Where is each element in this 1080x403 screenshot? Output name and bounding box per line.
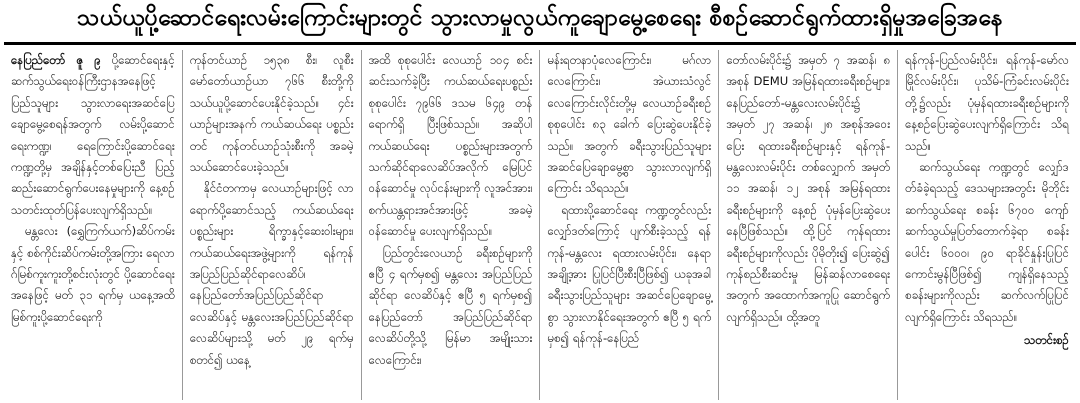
article-columns [4, 50, 1076, 400]
article-column-4 [540, 50, 719, 400]
article-paragraph: မန္တလေး (ရွှေကြက်ယက်)ဆိပ်ကမ်းနှင့် စစ်ကိုင်းဆိပ်ကမ်းတို့အကြား ရေလာဂ်မြစ်ကူးကူးတို့စင်းလုံးတွင် ပို့ဆောင်ရေးအနေဖြင့် မတ် ၃၁ ရက်မှ ယနေ့အထိ မြစ်ကူးပို့ဆောင်ရေးကို [11, 224, 175, 324]
article-headline: သယ်ယူပို့ဆောင်ရေးလမ်းကြောင်းများတွင် သွားလာမှုလွယ်ကူချောမွေ့စေရေး စီစဉ်ဆောင်ရွက်ထားရှိမှုအခြေအနေ [77, 5, 1003, 31]
article-paragraph: အထိ စုစုပေါင်း လေယာဉ် ၁၀၄ စင်း ဆင်းသက်ခဲ့ပြီး ကယ်ဆယ်ရေးပစ္စည်း စုစုပေါင်း ၇၉၆၆ ဒသမ ၆၄၉ တန်ရောက်ရှိ ပြီးဖြစ်သည်။ အဆိုပါ ကယ်ဆယ်ရေး ပစ္စည်းများအတွက် သက်ဆိုင်ရာလေဆိပ်အလိုက် မြေပြင်ဝန်ဆောင်မှု လုပ်ငန်းများကို လူအင်အား၊ စက်ယန္တရားအင်အားဖြင့် အခမဲ့ဝန်ဆောင်မှု ပေးလျက်ရှိသည်။ [368, 53, 533, 239]
article-paragraph: ပြည်တွင်းလေယာဉ် ခရီးစဉ်များကို ဧပြီ ၄ ရက်မှစ၍ မန္တလေး အပြည်ပြည်ဆိုင်ရာ လေဆိပ်နှင့် ဧပြီ ၅ ရက်မှစ၍ နေပြည်တော် အပြည်ပြည်ဆိုင်ရာလေဆိပ်တို့သို့ မြန်မာ အမျိုးသားလေကြောင်း၊ [368, 245, 533, 367]
article-column-1 [4, 50, 183, 400]
article-column-5 [719, 50, 898, 400]
article-paragraph: ရန်ကုန်-ပြည်လမ်းပိုင်း၊ ရန်ကုန်-မော်လမြိုင်လမ်းပိုင်း၊ ပုသိမ်-ကြံခင်းလမ်းပိုင်းတို့၌လည်း ပုံမှန်ရထားခရီးစဉ်များကို နေ့စဉ်ပြေးဆွဲပေးလျက်ရှိကြောင်း သိရသည်။ [905, 53, 1069, 153]
article-column-3 [362, 50, 541, 400]
article-paragraph: တော်လမ်းပိုင်း၌ အမှတ် ၇ အဆန်၊ ၈ အစုန် DEMU အမြန်ရထားခရီးစဉ်များ၊ နေပြည်တော်-မန္တလေးလမ်းပိုင်း၌ အမှတ် ၂၇ အဆန်၊ ၂၈ အစုန်အဝေးပြေး ရထားခရီးစဉ်များနှင့် ရန်ကုန်-မန္တလေးလမ်းပိုင်း တစ်လျှောက် အမှတ် ၁၁ အဆန်၊ ၁၂ အစုန် အမြန်ရထား ခရီးစဉ်များကို နေ့စဉ် ပုံမှန်ပြေးဆွဲပေးနေပြီဖြစ်သည်။ ထို့ပြင် ကုန်ရထားခရီးစဉ်များကိုလည်း ပိုမိုတိုး၍ ပြေးဆွဲ၍ ကုန်စည်စီးဆင်းမှု မြန်ဆန်လာစေရေး အတွက် အထောက်အကူပြု ဆောင်ရွက်လျက်ရှိသည်။ ထို့အတူ [726, 53, 891, 324]
headline-divider [4, 42, 1076, 45]
article-paragraph: ကုန်တင်ယာဉ် ၁၅၃၈ စီး၊ လူစီးမော်တော်ယာဉ်ယာ ၇၆၆ စီးတို့ကို သယ်ယူပို့ဆောင်ပေးနိုင်ခဲ့သည်။ ၄င်းယာဉ်များအနက် ကယ်ဆယ်ရေး ပစ္စည်းတင် ကုန်တင်ယာဉ်သုံးစီးကို အခမဲ့ သယ်ဆောင်ပေးခဲ့သည်။ [189, 53, 354, 175]
article-paragraph: ရထားပို့ဆောင်ရေး ကဏ္ဍတွင်လည်း လျှော်ဒတ်ကြောင့် ပျက်စီးခဲ့သည့် ရန်ကုန်-မန္တလေး ရထားလမ်းပိုင်း၊ နေရာအချို့အား ပြုပြင်ပြီးစီးပြီဖြစ်၍ ယခုအခါ ခရီးသွားပြည်သူများ အဆင်ပြေချောမွေ့စွာ သွားလာနိုင်ရေးအတွက် ဧပြီ ၅ ရက်မှစ၍ ရန်ကုန်-နေပြည် [547, 202, 712, 346]
article-paragraph [11, 50, 175, 221]
article-paragraph: နိုင်ငံတကာမှ လေယာဉ်များဖြင့် လာရောက်ပို့ဆောင်သည့် ကယ်ဆယ်ရေးပစ္စည်းများ ရိက္ခာနှင့်ဆေးဝါးများ၊ ကယ်ဆယ်ရေးအဖွဲ့များကို ရန်ကုန်အပြည်ပြည်ဆိုင်ရာလေဆိပ်၊ နေပြည်တော်အပြည်ပြည်ဆိုင်ရာလေဆိပ်နှင့် မန္တလေးအပြည်ပြည်ဆိုင်ရာ လေဆိပ်များသို့ မတ် ၂၉ ရက်မှ စတင်၍ ယနေ့ [189, 181, 354, 367]
article-paragraph: မန်းရတနာပုံလေကြောင်း၊ မဂ်လာလေကြောင်း၊ အဲယားသံလွင်လေကြောင်းလိုင်းတို့မှ လေယာဉ်ခရီးစဉ် စုစုပေါင်း ၈၃ ခေါက် ပြေးဆွဲပေးနိုင်ခဲ့သည်။ အတွက် ခရီးသွားပြည်သူများ အဆင်ပြေချောမွေ့စွာ သွားလာလျက်ရှိကြောင်း သိရသည်။ [547, 53, 712, 196]
dateline: နေပြည်တော် ဇူ ၉ [11, 53, 101, 67]
paragraph-text: ပို့ဆောင်ရေးနှင့် ဆက်သွယ်ရေးဝန်ကြီးဌာနအနေဖြင့် ပြည်သူများ သွားလာရေးအဆင်ပြေချောမွေ့စေရန်အတွက် လမ်းပို့ဆောင်ရေးကဏ္ဍ၊ ရေကြောင်းပို့ဆောင်ရေးကဏ္ဍတို့မှ အချိန်နှင့်တစ်ပြေးညီ ပြည့်ဆည်းဆောင်ရွက်ပေးနေမှုများကို နေ့စဉ်သတင်းထုတ်ပြန်ပေးလျက်ရှိသည်။ [11, 53, 175, 217]
article-column-2 [183, 50, 362, 400]
article-paragraph: ဆက်သွယ်ရေး ကဏ္ဍတွင် လျှော်ဒတ်ခံခဲ့ရသည့် ဒေသများအတွင်း မိုဘိုင်းဆက်သွယ်ရေး စခန်း ၆၇၀၀ ကျော်ဆက်သွယ်မှုပြတ်တောက်ခဲ့ရာ စခန်းပေါင်း ၆၀၀၀၊ ၉၀ ရာခိုင်နှုန်းပြုပြင်ကောင်းမွန်ပြီဖြစ်၍ ကျန်ရှိနေသည့် စခန်းများကိုလည်း ဆက်လက်ပြုပြင်လျက်ရှိကြောင်း သိရသည်။ [905, 160, 1069, 324]
article-column-6 [898, 50, 1076, 400]
article-byline: သတင်းစဉ် [1024, 333, 1069, 348]
